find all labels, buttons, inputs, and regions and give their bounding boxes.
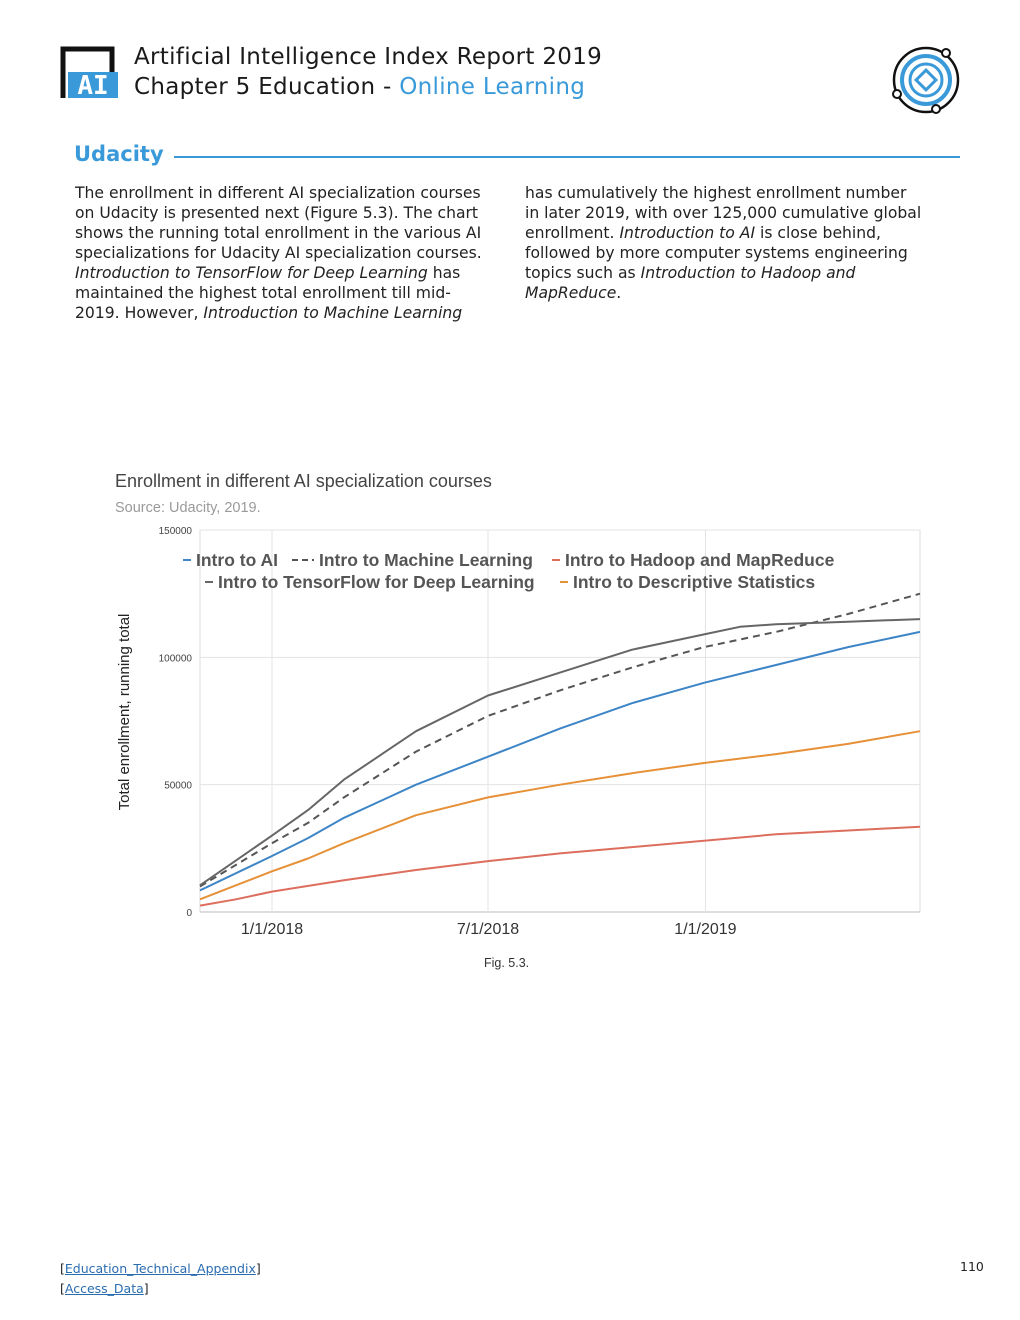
series-line: [200, 594, 920, 887]
body-line: followed by more computer systems engineering: [525, 244, 908, 262]
body-line: topics such as Introduction to Hadoop and: [525, 264, 856, 282]
x-axis-ticks: [241, 921, 737, 938]
orbit-emblem-icon: [888, 44, 964, 116]
chapter-topic: Online Learning: [399, 74, 586, 100]
report-title: Artificial Intelligence Index Report 2019: [134, 44, 603, 70]
body-line: maintained the highest total enrollment till mid-: [75, 284, 451, 302]
x-tick-label: 1/1/2018: [240, 921, 304, 938]
legend-label: Intro to Hadoop and MapReduce: [565, 550, 835, 570]
x-tick-label: 1/1/2019: [674, 921, 737, 938]
footer-links: [60, 1259, 261, 1299]
chart-series: [200, 594, 920, 906]
series-line: [200, 619, 920, 885]
legend-label: Intro to Descriptive Statistics: [573, 572, 816, 592]
series-line: [200, 731, 920, 899]
course-name-ml: Introduction to Machine Learning: [203, 304, 463, 322]
legend-entry: [552, 550, 835, 570]
body-line: shows the running total enrollment in the various AI: [75, 224, 482, 242]
legend-entry: [560, 572, 815, 592]
y-tick-label: 50000: [164, 780, 192, 792]
legend-entry: [292, 550, 533, 570]
y-tick-label: 150000: [158, 526, 192, 537]
body-line: specializations for Udacity AI specialization courses.: [75, 244, 482, 262]
logo-text: AI: [77, 71, 109, 100]
legend-entry: [205, 572, 535, 592]
body-line: 2019. However, Introduction to Machine Learning: [75, 304, 463, 322]
section-divider: [174, 156, 960, 158]
y-tick-label: 100000: [158, 653, 192, 665]
chapter-prefix: Chapter 5 Education -: [134, 74, 400, 100]
access-data-link[interactable]: Access_Data: [64, 1281, 144, 1296]
legend-entry: [183, 550, 278, 570]
course-name-hadoop: Introduction to Hadoop and: [640, 264, 856, 282]
chart-title: Enrollment in different AI specialization courses: [115, 471, 492, 491]
body-column-right: [525, 183, 940, 303]
body-line: has cumulatively the highest enrollment number: [525, 184, 907, 202]
series-line: [200, 632, 920, 891]
body-line: Introduction to TensorFlow for Deep Learning has: [75, 264, 461, 282]
figure-caption: Fig. 5.3.: [484, 956, 530, 970]
body-line: enrollment. Introduction to AI is close behind,: [525, 224, 882, 242]
appendix-link[interactable]: Education_Technical_Appendix: [64, 1261, 256, 1276]
x-tick-label: 7/1/2018: [456, 921, 520, 938]
page-number: 110: [960, 1259, 984, 1274]
enrollment-chart: [100, 462, 930, 950]
ai-index-logo: [60, 46, 120, 100]
legend-label: Intro to TensorFlow for Deep Learning: [218, 572, 535, 592]
data-link-row: [Access_Data]: [60, 1281, 149, 1296]
chapter-title: [134, 74, 585, 100]
body-line: The enrollment in different AI specialization courses: [75, 184, 481, 202]
body-column-left: [75, 183, 490, 323]
chart-legend: [183, 550, 835, 592]
y-tick-label: 0: [186, 908, 192, 919]
body-line: on Udacity is presented next (Figure 5.3). The chart: [75, 204, 479, 222]
body-line: MapReduce.: [525, 284, 622, 302]
course-name-ai: Introduction to AI: [619, 224, 756, 242]
legend-label: Intro to Machine Learning: [319, 550, 533, 570]
section-title: Udacity: [74, 142, 164, 166]
chart-subtitle: Source: Udacity, 2019.: [115, 500, 261, 516]
y-axis-label: Total enrollment, running total: [116, 613, 133, 811]
course-name-tensorflow: Introduction to TensorFlow for Deep Learning: [75, 264, 428, 282]
legend-label: Intro to AI: [196, 550, 278, 570]
y-axis-ticks: [159, 526, 193, 919]
appendix-link-row: [Education_Technical_Appendix]: [60, 1261, 261, 1276]
body-line: in later 2019, with over 125,000 cumulative global: [525, 204, 922, 222]
